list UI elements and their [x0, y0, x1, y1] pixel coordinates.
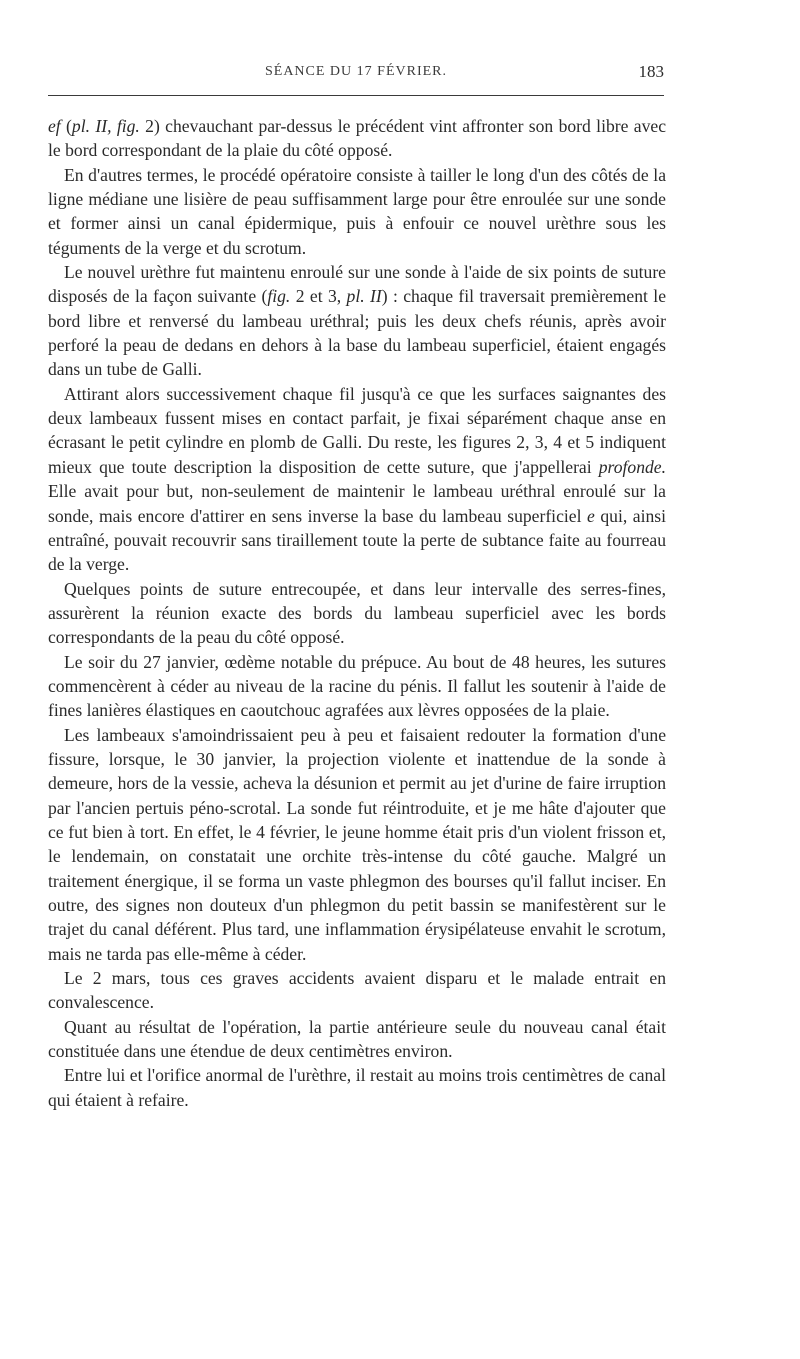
text-run: Le nouvel urèthre fut maintenu enroulé sur une sonde à l'aide de six points de suture disposés de la façon suivante (	[48, 262, 666, 307]
text-run: 2 et 3,	[290, 286, 347, 307]
paragraph-10: Entre lui et l'orifice anormal de l'urèthre, il restait au moins trois centimètres de canal qui étaient à refaire.	[48, 1065, 666, 1110]
italic-ref: pl. II	[346, 286, 382, 307]
text-run: (	[60, 116, 72, 136]
running-header	[48, 62, 664, 86]
paragraph-9: Quant au résultat de l'opération, la partie antérieure seule du nouveau canal était constituée dans une étendue de deux centimètres environ.	[48, 1016, 666, 1062]
italic-term: profonde.	[598, 456, 666, 477]
italic-ref: fig.	[267, 286, 291, 307]
text-run: Elle avait pour but, non-seulement de maintenir le lambeau uréthral enroulé sur la sonde, mais encore d'attirer en sens inverse la base du lambeau superficiel	[48, 481, 666, 526]
header-rule	[48, 95, 664, 96]
paragraph-1	[48, 114, 666, 163]
body-text	[48, 114, 666, 1112]
text-run: Attirant alors successivement chaque fil jusqu'à ce que les surfaces saignantes des deux lambeaux fussent mises en contact parfait, je fixai séparément chaque anse en écrasant le petit cylindre en plomb de Galli. Du reste, les figures 2, 3, 4 et 5 indiquent mieux que toute description la disposition de cette suture, que j'appellerai	[48, 383, 666, 477]
page-number: 183	[638, 62, 664, 81]
italic-ref: pl. II, fig.	[71, 116, 140, 136]
paragraph-2: En d'autres termes, le procédé opératoire consiste à tailler le long d'un des côtés de la ligne médiane une lisière de peau suffisamment large pour être enroulée sur une sonde et former ainsi un canal épidermique, puis à enfouir ce nouvel urèthre sous les téguments de la verge et du scrotum.	[48, 164, 666, 258]
paragraph-7: Les lambeaux s'amoindrissaient peu à peu et faisaient redouter la formation d'une fissure, lorsque, le 30 janvier, la projection violente et inattendue de la sonde à demeure, hors de la vessie, acheva la désunion et permit au jet d'urine de faire irruption par l'ancien pertuis péno-scrotal. La sonde fut réintroduite, et je me hâte d'ajouter que ce fut bien à tort. En effet, le 4 février, le jeune homme était pris d'un violent frisson et, le lendemain, on constatait une orchite très-intense du côté gauche. Malgré un traitement énergique, il se forma un vaste phlegmon des bourses qu'il fallut inciser. En outre, des signes non douteux d'un phlegmon du petit bassin se manifestèrent sur le trajet du canal déférent. Plus tard, une inflammation érysipélateuse envahit le scrotum, mais ne tarda pas elle-même à céder.	[48, 724, 666, 964]
paragraph-6: Le soir du 27 janvier, œdème notable du prépuce. Au bout de 48 heures, les sutures commencèrent à céder au niveau de la racine du pénis. Il fallut les soutenir à l'aide de fines lanières élastiques en caoutchouc agrafées aux lèvres opposées de la plaie.	[48, 651, 666, 721]
paragraph-4	[48, 382, 666, 577]
text-run: 2) chevauchant par-dessus le précédent vint affronter son bord libre avec le bord correspondant de la plaie du côté opposé.	[48, 116, 667, 161]
italic-ref: ef	[48, 116, 61, 136]
text-run: ) : chaque fil traversait premièrement le bord libre et renversé du lambeau uréthral; puis les deux chefs réunis, après avoir perforé la peau de dedans en dehors à la base du lambeau superficiel, étaient engagés dans un tube de Galli.	[48, 286, 666, 380]
text-run: qui, ainsi entraîné, pouvait recouvrir sans tiraillement toute la perte de subtance faite au fourreau de la verge.	[48, 505, 666, 575]
paragraph-3	[48, 260, 666, 382]
paragraph-5: Quelques points de suture entrecoupée, et dans leur intervalle des serres-fines, assurèrent la réunion exacte des bords du lambeau superficiel avec les bords correspondants de la peau du côté opposé.	[48, 578, 666, 648]
running-title: SÉANCE DU 17 FÉVRIER.	[264, 64, 447, 79]
paragraph-8: Le 2 mars, tous ces graves accidents avaient disparu et le malade entrait en convalescence.	[48, 968, 666, 1013]
italic-ref: e	[587, 505, 595, 526]
